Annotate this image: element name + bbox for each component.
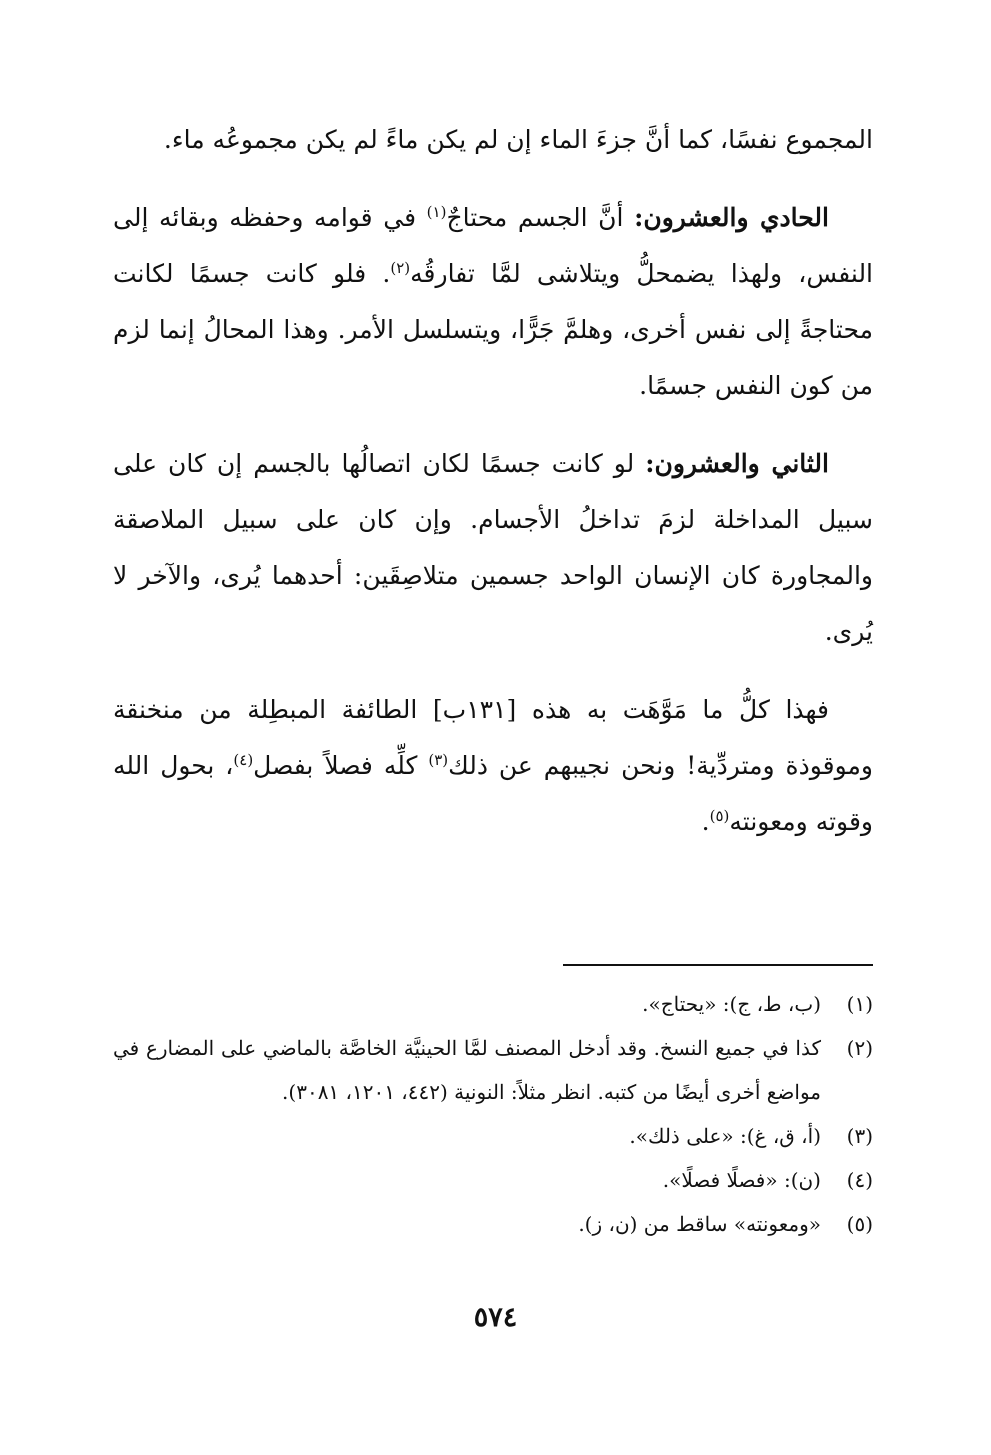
paragraph-text: .: [701, 807, 710, 836]
footnote-number: (١): [846, 992, 873, 1016]
page-number: ٥٧٤: [473, 1302, 518, 1333]
paragraph-text: . فلو كانت جسمًا لكانت محتاجةً إلى نفس أخرى، وهلمَّ جَرًّا، ويتسلسل الأمر. وهذا المحالُ إنما لزم من كون النفس جسمًا.: [113, 259, 873, 400]
main-text: [113, 112, 873, 872]
paragraph-text: المجموع نفسًا، كما أنَّ جزءَ الماء إن لم يكن ماءً لم يكن مجموعُه ماء.: [163, 125, 873, 154]
footnote: [113, 982, 873, 1026]
footnotes: [113, 982, 873, 1246]
footnote-text: (أ، ق، غ): «على ذلك».: [629, 1124, 821, 1148]
footnote-ref[interactable]: (٣): [428, 751, 449, 769]
footnote-ref[interactable]: (٤): [233, 751, 254, 769]
paragraph-text: فهذا كلُّ ما مَوَّهَت به هذه [١٣١ب] الطائفة المبطِلة من منخنقة وموقوذة ومتردِّية! ونحن نجيبهم عن ذلك: [113, 695, 873, 780]
footnote-ref[interactable]: (٥): [709, 807, 730, 825]
footnote: [113, 1114, 873, 1158]
footnote-number: (٢): [846, 1036, 873, 1060]
footnote-text: (ن): «فصلًا فصلًا».: [662, 1168, 821, 1192]
paragraph-text: لو كانت جسمًا لكان اتصالُها بالجسم إن كان على سبيل المداخلة لزمَ تداخلُ الأجسام. وإن كان على سبيل الملاصقة والمجاورة كان الإنسان الواحد جسمين متلاصِقَين: أحدهما يُرى، والآخر لا يُرى.: [113, 449, 873, 646]
paragraph-text: في قوامه وحفظه وبقائه إلى النفس، ولهذا يضمحلُّ ويتلاشى لمَّا تفارقُه: [113, 203, 874, 288]
footnote-text: (ب، ط، ج): «يحتاج».: [642, 992, 821, 1016]
paragraph: [113, 436, 873, 660]
footnote-number: (٤): [846, 1168, 873, 1192]
paragraph-lead: الثاني والعشرون:: [645, 449, 829, 478]
paragraph: [113, 190, 873, 414]
paragraph: [113, 682, 873, 850]
footnote-number: (٣): [846, 1124, 873, 1148]
footnote: [113, 1202, 873, 1246]
footnote-divider: [563, 964, 873, 966]
paragraph-text: كلِّه فصلاً بفصل: [253, 751, 429, 780]
paragraph-lead: الحادي والعشرون:: [634, 203, 829, 232]
paragraph: [113, 112, 873, 168]
footnote-text: «ومعونته» ساقط من (ن، ز).: [578, 1212, 821, 1236]
footnote-ref[interactable]: (٢): [390, 259, 411, 277]
footnote-ref[interactable]: (١): [426, 203, 447, 221]
footnote: [113, 1158, 873, 1202]
footnote: [113, 1026, 873, 1114]
paragraph-text: ، بحول الله وقوته ومعونته: [113, 751, 873, 836]
paragraph-text: أنَّ الجسم محتاجٌ: [446, 203, 635, 232]
footnote-number: (٥): [846, 1212, 873, 1236]
footnote-text: كذا في جميع النسخ. وقد أدخل المصنف لمَّا الحينيَّة الخاصَّة بالماضي على المضارع في مواضع أخرى أيضًا من كتبه. انظر مثلاً: النونية (٤٤٢، ١٢٠١، ٣٠٨١).: [113, 1036, 821, 1104]
